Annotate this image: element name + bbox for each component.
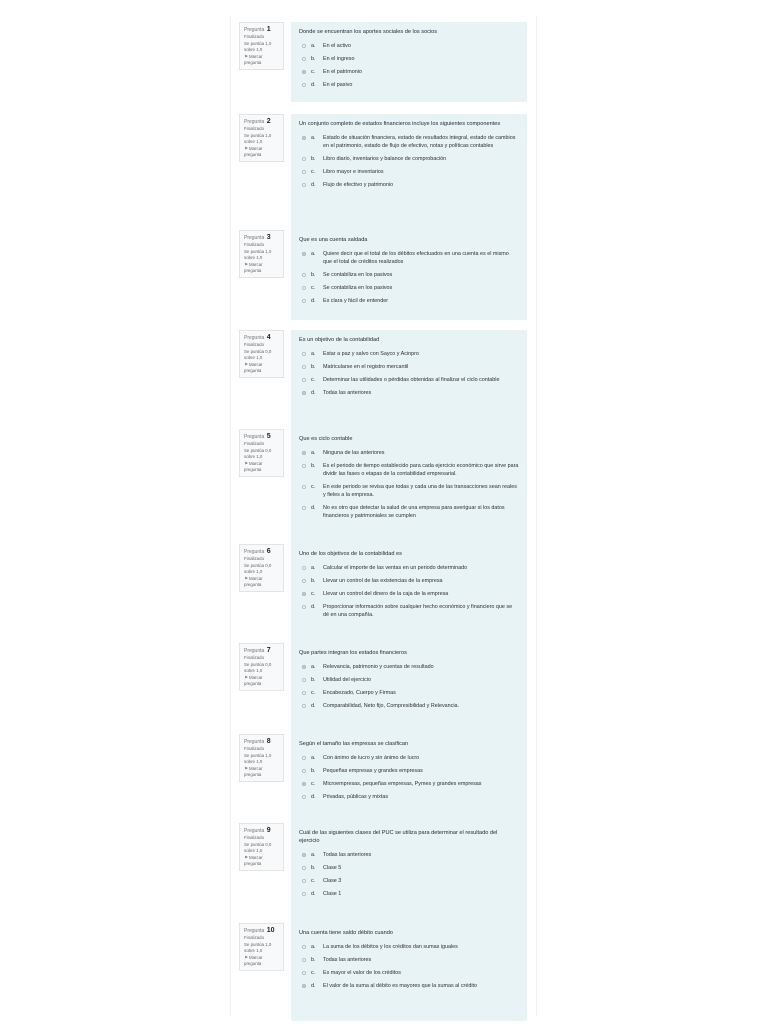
answer-text: En el ingreso — [323, 56, 355, 62]
answer-text: Es mayor el valor de los créditos — [323, 970, 401, 976]
flag-icon: ⚑ — [244, 362, 248, 368]
question-grade: Se puntúa 0,0 sobre 1,0 — [244, 842, 272, 853]
flag-icon: ⚑ — [244, 576, 248, 582]
answer-letter: c. — [311, 781, 316, 787]
flag-icon: ⚑ — [244, 855, 248, 861]
answer-letter: c. — [311, 970, 316, 976]
radio-button[interactable] — [302, 579, 306, 583]
flag-icon: ⚑ — [244, 146, 248, 152]
question-info — [239, 230, 284, 278]
flag-icon: ⚑ — [244, 675, 248, 681]
question-grade: Se puntúa 0,0 sobre 1,0 — [244, 563, 272, 574]
flag-question-link[interactable]: ⚑Marcar pregunta — [244, 362, 263, 373]
question-info — [239, 823, 284, 871]
answer-letter: a. — [311, 565, 316, 571]
answer-text: Es el periodo de tiempo establecido para cada ejercicio económico que sirve para dividir las fases o etapas de la contabilidad empresarial. — [323, 463, 519, 477]
answer-option[interactable] — [299, 590, 519, 598]
question-text: Que partes integran los estados financieros — [299, 650, 407, 656]
answer-list — [299, 449, 519, 520]
flag-question-link[interactable]: ⚑Marcar pregunta — [244, 54, 263, 65]
answer-text: En el activo — [323, 43, 351, 49]
answer-option[interactable] — [299, 956, 519, 964]
answer-list — [299, 134, 519, 189]
answer-text: Estado de situación financiera, estado de resultados integral, estado de cambios en el patrimonio, estado de flujo de efectivo, notas y políticas contables — [323, 135, 516, 149]
answer-letter: a. — [311, 251, 316, 257]
answer-text: Relevancia, patrimonio y cuentas de resultado — [323, 664, 434, 670]
answer-letter: c. — [311, 377, 316, 383]
answer-letter: a. — [311, 43, 316, 49]
question-state: Finalizado — [244, 655, 265, 660]
radio-button[interactable] — [302, 391, 306, 395]
answer-letter: c. — [311, 878, 316, 884]
question-number: Pregunta 6 — [244, 548, 271, 555]
radio-button[interactable] — [302, 566, 306, 570]
answer-text: No es otro que detectar la salud de una empresa para averiguar si los datos financieros y patrimoniales se cumplen — [323, 505, 505, 519]
answer-option[interactable] — [299, 155, 519, 163]
answer-option[interactable] — [299, 284, 519, 292]
answer-letter: d. — [311, 298, 316, 304]
answer-letter: d. — [311, 891, 316, 897]
answer-text: Todas las anteriores — [323, 390, 372, 396]
question-state: Finalizado — [244, 34, 265, 39]
answer-letter: d. — [311, 604, 316, 610]
radio-button[interactable] — [302, 892, 306, 896]
question-text: Que es ciclo contable — [299, 436, 353, 442]
answer-option[interactable] — [299, 754, 519, 762]
radio-button[interactable] — [302, 378, 306, 382]
question-number: Pregunta 1 — [244, 26, 271, 33]
answer-text: Clase 1 — [323, 891, 342, 897]
question-info — [239, 734, 284, 782]
answer-option[interactable] — [299, 877, 519, 885]
flag-question-link[interactable]: ⚑Marcar pregunta — [244, 576, 263, 587]
answer-list — [299, 250, 519, 305]
answer-text: Microempresas, pequeñas empresas, Pymes y grandes empresas — [323, 781, 482, 787]
flag-icon: ⚑ — [244, 955, 248, 961]
question-number: Pregunta 5 — [244, 433, 271, 440]
radio-button[interactable] — [302, 879, 306, 883]
answer-option[interactable] — [299, 851, 519, 859]
answer-text: Proporcionar información sobre cualquier hecho económico y financiero que se dé en una compañía. — [323, 604, 513, 618]
answer-option[interactable] — [299, 982, 519, 990]
question-grade: Se puntúa 0,0 sobre 1,0 — [244, 662, 272, 673]
radio-button[interactable] — [302, 136, 306, 140]
answer-option[interactable] — [299, 780, 519, 788]
answer-letter: d. — [311, 82, 316, 88]
radio-button[interactable] — [302, 984, 306, 988]
radio-button[interactable] — [302, 451, 306, 455]
flag-question-link[interactable]: ⚑Marcar pregunta — [244, 675, 263, 686]
answer-text: Todas las anteriores — [323, 957, 372, 963]
radio-button[interactable] — [302, 958, 306, 962]
question-text: Un conjunto completo de estados financieros incluye los siguientes componentes — [299, 121, 501, 127]
question-info — [239, 429, 284, 477]
answer-option[interactable] — [299, 663, 519, 671]
answer-letter: a. — [311, 351, 316, 357]
radio-button[interactable] — [302, 57, 306, 61]
radio-button[interactable] — [302, 592, 306, 596]
answer-letter: c. — [311, 285, 316, 291]
radio-button[interactable] — [302, 866, 306, 870]
answer-text: En el patrimonio — [323, 69, 362, 75]
flag-question-link[interactable]: ⚑Marcar pregunta — [244, 766, 263, 777]
answer-letter: a. — [311, 135, 316, 141]
answer-letter: d. — [311, 983, 316, 989]
question-number: Pregunta 2 — [244, 118, 271, 125]
radio-button[interactable] — [302, 769, 306, 773]
radio-button[interactable] — [302, 945, 306, 949]
question-grade: Se puntúa 1,0 sobre 1,0 — [244, 249, 272, 260]
answer-letter: d. — [311, 390, 316, 396]
radio-button[interactable] — [302, 70, 306, 74]
question-state: Finalizado — [244, 242, 265, 247]
answer-list — [299, 851, 519, 898]
answer-option[interactable] — [299, 168, 519, 176]
question-grade: Se puntúa 1,0 sobre 1,0 — [244, 753, 272, 764]
answer-letter: d. — [311, 703, 316, 709]
question-formulation — [291, 114, 527, 241]
question-text: Una cuenta tiene saldo débito cuando — [299, 930, 393, 936]
answer-text: Libro mayor e inventarios — [323, 169, 384, 175]
question-info — [239, 114, 284, 162]
answer-text: Determinar las utilidades o pérdidas obtenidas al finalizar el ciclo contable — [323, 377, 500, 383]
question-text: Es un objetivo de la contabilidad — [299, 337, 380, 343]
radio-button[interactable] — [302, 853, 306, 857]
answer-text: Es clara y fácil de entender — [323, 298, 389, 304]
answer-option[interactable] — [299, 864, 519, 872]
radio-button[interactable] — [302, 252, 306, 256]
answer-option[interactable] — [299, 350, 519, 358]
answer-option[interactable] — [299, 376, 519, 384]
radio-button[interactable] — [302, 971, 306, 975]
radio-button[interactable] — [302, 756, 306, 760]
radio-button[interactable] — [302, 273, 306, 277]
answer-option[interactable] — [299, 134, 519, 150]
answer-text: Se contabiliza en los pasivos — [323, 285, 393, 291]
radio-button[interactable] — [302, 44, 306, 48]
answer-option[interactable] — [299, 68, 519, 76]
answer-letter: a. — [311, 664, 316, 670]
answer-text: Privadas, públicas y mixtas — [323, 794, 389, 800]
question-text: Uno de los objetivos de la contabilidad es — [299, 551, 402, 557]
question-number: Pregunta 7 — [244, 647, 271, 654]
answer-option[interactable] — [299, 943, 519, 951]
answer-letter: b. — [311, 865, 316, 871]
question-text: Según el tamaño las empresas se clasifican — [299, 741, 409, 747]
answer-letter: a. — [311, 450, 316, 456]
answer-option[interactable] — [299, 702, 519, 710]
question-info — [239, 544, 284, 592]
answer-option[interactable] — [299, 55, 519, 63]
radio-button[interactable] — [302, 157, 306, 161]
question-info — [239, 22, 284, 70]
answer-option[interactable] — [299, 297, 519, 305]
radio-button[interactable] — [302, 83, 306, 87]
question-grade: Se puntúa 1,0 sobre 1,0 — [244, 41, 272, 52]
question-state: Finalizado — [244, 441, 265, 446]
answer-option[interactable] — [299, 81, 519, 89]
question-number: Pregunta 9 — [244, 827, 271, 834]
answer-letter: c. — [311, 69, 316, 75]
question-formulation — [291, 544, 527, 654]
question-grade: Se puntúa 0,0 sobre 1,0 — [244, 349, 272, 360]
question-info — [239, 643, 284, 691]
flag-icon: ⚑ — [244, 262, 248, 268]
answer-letter: b. — [311, 578, 316, 584]
answer-letter: b. — [311, 677, 316, 683]
answer-text: El valor de la suma al débito es mayores que la sumas al crédito — [323, 983, 478, 989]
question-formulation — [291, 643, 527, 739]
answer-list — [299, 564, 519, 619]
answer-text: Encabezado, Cuerpo y Firmas — [323, 690, 396, 696]
answer-list — [299, 350, 519, 397]
answer-letter: d. — [311, 794, 316, 800]
answer-letter: a. — [311, 755, 316, 761]
answer-text: Ninguna de las anteriores — [323, 450, 385, 456]
radio-button[interactable] — [302, 795, 306, 799]
answer-option[interactable] — [299, 890, 519, 898]
answer-list — [299, 943, 519, 990]
question-state: Finalizado — [244, 935, 265, 940]
question-formulation — [291, 923, 527, 1021]
question-grade: Se puntúa 1,0 sobre 1,0 — [244, 942, 272, 953]
radio-button[interactable] — [302, 286, 306, 290]
flag-question-link[interactable]: ⚑Marcar pregunta — [244, 955, 263, 966]
answer-text: Utilidad del ejercicio — [323, 677, 371, 683]
question-formulation — [291, 230, 527, 320]
radio-button[interactable] — [302, 365, 306, 369]
answer-text: Con ánimo de lucro y sin ánimo de lucro — [323, 755, 420, 761]
answer-text: Estar a paz y salvo con Sayco y Acinpro — [323, 351, 419, 357]
question-text: Que es una cuenta saldada — [299, 237, 368, 243]
answer-text: Llevar un control del dinero de la caja de la empresa — [323, 591, 449, 597]
answer-option[interactable] — [299, 689, 519, 697]
answer-letter: a. — [311, 944, 316, 950]
question-grade: Se puntúa 0,0 sobre 1,0 — [244, 448, 272, 459]
radio-button[interactable] — [302, 678, 306, 682]
answer-letter: b. — [311, 364, 316, 370]
question-number: Pregunta 10 — [244, 927, 275, 934]
flag-icon: ⚑ — [244, 766, 248, 772]
radio-button[interactable] — [302, 782, 306, 786]
answer-letter: b. — [311, 272, 316, 278]
question-grade: Se puntúa 1,0 sobre 1,0 — [244, 133, 272, 144]
answer-text: La suma de los débitos y los créditos dan sumas iguales — [323, 944, 458, 950]
answer-letter: b. — [311, 463, 316, 469]
answer-text: Clase 5 — [323, 865, 342, 871]
answer-text: Todas las anteriores — [323, 852, 372, 858]
flag-icon: ⚑ — [244, 54, 248, 60]
question-formulation — [291, 823, 527, 932]
answer-option[interactable] — [299, 389, 519, 397]
answer-letter: c. — [311, 690, 316, 696]
answer-letter: b. — [311, 156, 316, 162]
radio-button[interactable] — [302, 464, 306, 468]
radio-button[interactable] — [302, 665, 306, 669]
flag-question-link[interactable]: ⚑Marcar pregunta — [244, 855, 263, 866]
answer-list — [299, 42, 519, 89]
flag-icon: ⚑ — [244, 461, 248, 467]
radio-button[interactable] — [302, 485, 306, 489]
question-formulation — [291, 734, 527, 831]
answer-letter: d. — [311, 182, 316, 188]
radio-button[interactable] — [302, 605, 306, 609]
answer-option[interactable] — [299, 250, 519, 266]
answer-option[interactable] — [299, 363, 519, 371]
answer-text: Matricularse en el registro mercantil — [323, 364, 409, 370]
question-info — [239, 330, 284, 378]
question-number: Pregunta 3 — [244, 234, 271, 241]
answer-text: Pequeñas empresas y grandes empresas — [323, 768, 423, 774]
answer-option[interactable] — [299, 181, 519, 189]
answer-text: Libro diario, inventarios y balance de comprobación — [323, 156, 447, 162]
radio-button[interactable] — [302, 170, 306, 174]
answer-list — [299, 754, 519, 801]
answer-option[interactable] — [299, 483, 519, 499]
answer-letter: d. — [311, 505, 316, 511]
answer-text: Flujo de efectivo y patrimonio — [323, 182, 394, 188]
answer-option[interactable] — [299, 603, 519, 619]
answer-option[interactable] — [299, 504, 519, 520]
answer-option[interactable] — [299, 793, 519, 801]
answer-option[interactable] — [299, 564, 519, 572]
answer-list — [299, 663, 519, 710]
flag-question-link[interactable]: ⚑Marcar pregunta — [244, 146, 263, 157]
answer-option[interactable] — [299, 42, 519, 50]
answer-option[interactable] — [299, 676, 519, 684]
question-formulation — [291, 429, 527, 555]
answer-letter: a. — [311, 852, 316, 858]
answer-option[interactable] — [299, 577, 519, 585]
answer-letter: c. — [311, 484, 316, 490]
radio-button[interactable] — [302, 352, 306, 356]
question-state: Finalizado — [244, 746, 265, 751]
answer-text: Clase 3 — [323, 878, 342, 884]
answer-option[interactable] — [299, 271, 519, 279]
quiz-review-page — [230, 16, 537, 1016]
radio-button[interactable] — [302, 704, 306, 708]
question-formulation — [291, 22, 527, 102]
answer-letter: c. — [311, 169, 316, 175]
question-formulation — [291, 330, 527, 442]
answer-text: Se contabiliza en los pasivos — [323, 272, 393, 278]
answer-text: Calcular el importe de las ventas en un periodo determinado — [323, 565, 468, 571]
radio-button[interactable] — [302, 183, 306, 187]
answer-text: Llevar un control de las existencias de la empresa — [323, 578, 443, 584]
radio-button[interactable] — [302, 691, 306, 695]
question-state: Finalizado — [244, 126, 265, 131]
answer-letter: b. — [311, 957, 316, 963]
question-info — [239, 923, 284, 971]
question-text: Donde se encuentran los aportes sociales de los socios — [299, 29, 438, 35]
question-number: Pregunta 8 — [244, 738, 271, 745]
flag-question-link[interactable]: ⚑Marcar pregunta — [244, 461, 263, 472]
answer-letter: c. — [311, 591, 316, 597]
question-state: Finalizado — [244, 342, 265, 347]
answer-option[interactable] — [299, 449, 519, 457]
answer-option[interactable] — [299, 767, 519, 775]
answer-option[interactable] — [299, 462, 519, 478]
radio-button[interactable] — [302, 299, 306, 303]
question-number: Pregunta 4 — [244, 334, 271, 341]
answer-text: Comparabilidad, Neto fijo, Compresibilidad y Relevancia. — [323, 703, 460, 709]
question-state: Finalizado — [244, 556, 265, 561]
answer-option[interactable] — [299, 969, 519, 977]
question-state: Finalizado — [244, 835, 265, 840]
answer-text: Quiere decir que el total de los débitos efectuados en una cuenta es el mismo que el total de créditos realizados — [323, 251, 509, 265]
answer-text: En este periodo se revisa que todas y cada una de las transacciones sean reales y fieles a la empresa. — [323, 484, 517, 498]
flag-question-link[interactable]: ⚑Marcar pregunta — [244, 262, 263, 273]
answer-text: En el pasivo — [323, 82, 353, 88]
answer-letter: b. — [311, 768, 316, 774]
radio-button[interactable] — [302, 506, 306, 510]
question-text: Cuál de las siguientes clases del PUC se utiliza para determinar el resultado del ejercicio — [299, 830, 498, 844]
answer-letter: b. — [311, 56, 316, 62]
